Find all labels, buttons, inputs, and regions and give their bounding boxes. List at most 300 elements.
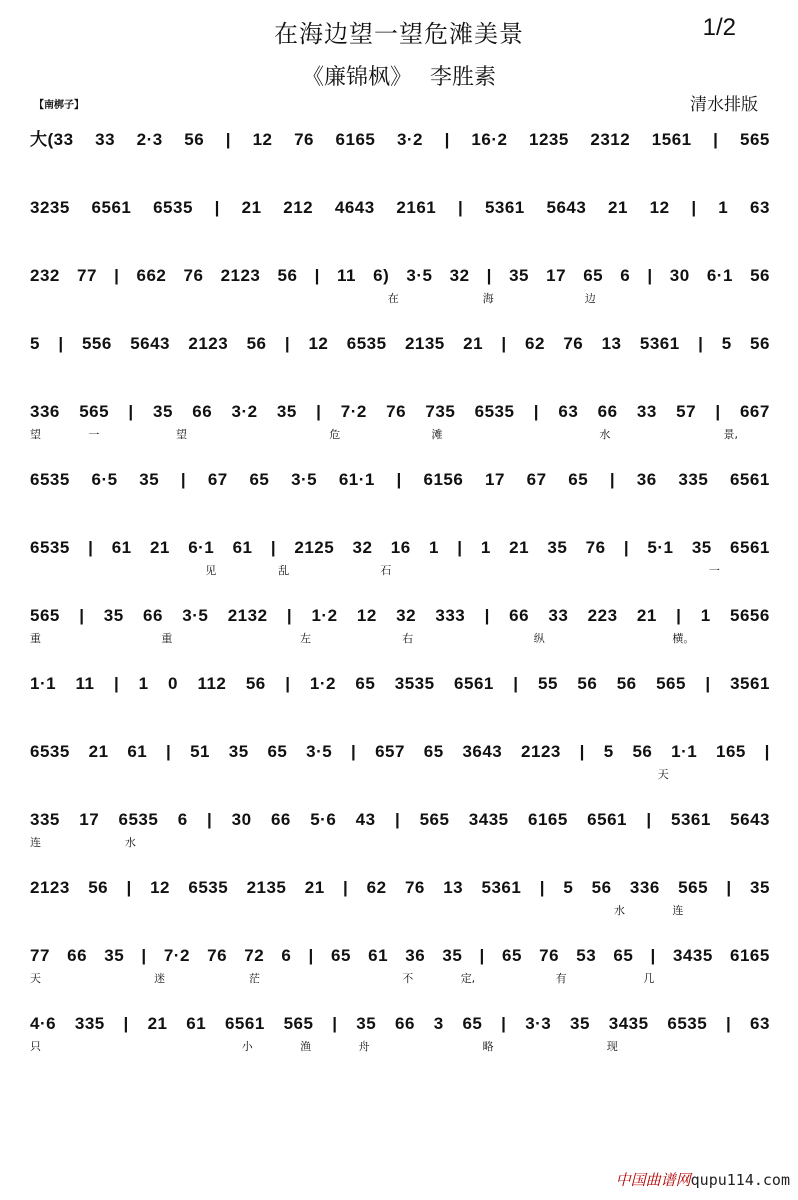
barline: | — [128, 402, 134, 421]
note-group: 21 — [149, 538, 170, 557]
note-group: 5643 — [130, 334, 171, 353]
note-group: 35 — [509, 266, 529, 285]
note-group: 6165 — [527, 810, 568, 829]
lyric-syllable: 一 — [708, 564, 720, 577]
note-group: 35 — [276, 402, 297, 421]
barline: | — [713, 130, 719, 149]
barline: | — [444, 130, 450, 149]
score-line — [30, 930, 770, 998]
note-group: 1235 — [529, 130, 569, 149]
note-group: 21 — [463, 334, 484, 353]
note-group: 5656 — [730, 606, 770, 625]
lyric-syllable: 望 — [176, 428, 187, 441]
note-group: 30 — [231, 810, 252, 829]
jianpu-score — [30, 114, 770, 1066]
score-line — [30, 998, 770, 1066]
barline: | — [539, 878, 545, 897]
note-group: 1 — [700, 606, 711, 625]
note-group: 66 — [394, 1014, 415, 1033]
note-group: 56 — [577, 674, 598, 693]
note-group: 56 — [184, 130, 205, 149]
note-group: 35 — [139, 470, 160, 489]
note-group: 65 — [355, 674, 376, 693]
lyric-syllable: 不 — [402, 972, 414, 985]
note-group: 7·2 — [163, 946, 190, 965]
note-group: 657 — [375, 742, 405, 761]
lyric-syllable: 水 — [599, 428, 611, 441]
barline: | — [764, 742, 770, 761]
note-group: 5 — [721, 334, 732, 353]
note-group: 33 — [548, 606, 569, 625]
note-group: 30 — [669, 266, 690, 285]
note-group: 5643 — [730, 810, 770, 829]
barline: | — [650, 946, 656, 965]
note-group: 56 — [616, 674, 637, 693]
note-group: 17 — [79, 810, 100, 829]
note-group: 1·1 — [671, 742, 698, 761]
note-group: 5361 — [639, 334, 680, 353]
note-group: 2123 — [188, 334, 229, 353]
note-group: 735 — [425, 402, 456, 421]
note-group: 56 — [591, 878, 612, 897]
note-group: 77 — [30, 946, 50, 965]
note-group: 53 — [576, 946, 597, 965]
watermark — [616, 1169, 790, 1190]
note-group: 12 — [308, 334, 329, 353]
artist-name: 李胜素 — [430, 65, 497, 90]
note-group: 2132 — [227, 606, 268, 625]
barline: | — [225, 130, 232, 149]
note-group: 56 — [750, 334, 770, 353]
note-group: 0 — [168, 674, 179, 693]
notation-row — [30, 260, 770, 286]
score-line — [30, 794, 770, 862]
note-group: 33 — [636, 402, 657, 421]
lyric-syllable: 石 — [380, 564, 392, 577]
notation-row — [30, 804, 770, 830]
barline: | — [286, 606, 293, 625]
note-group: 35 — [442, 946, 463, 965]
note-group: 1 — [138, 674, 149, 693]
note-group: 21 — [509, 538, 530, 557]
watermark-site: qupu114.com — [690, 1171, 790, 1189]
note-group: 33 — [95, 130, 116, 149]
score-line — [30, 318, 770, 386]
note-group: 55 — [538, 674, 558, 693]
barline: | — [123, 1014, 129, 1033]
lyrics-row — [30, 426, 770, 442]
score-line — [30, 590, 770, 658]
note-group: 3·5 — [406, 266, 433, 285]
barline: | — [207, 810, 213, 829]
note-group: 36 — [405, 946, 426, 965]
note-group: 16·2 — [471, 130, 508, 149]
barline: | — [715, 402, 721, 421]
note-group: 76 — [404, 878, 425, 897]
note-group: 112 — [197, 674, 227, 693]
note-group: 76 — [183, 266, 204, 285]
note-group: 65 — [267, 742, 288, 761]
note-group: 667 — [739, 402, 770, 421]
note-group: 6561 — [729, 470, 770, 489]
note-group: 77 — [77, 266, 97, 285]
barline: | — [457, 538, 463, 557]
barline: | — [166, 742, 172, 761]
barline: | — [705, 674, 711, 693]
note-group: 21 — [608, 198, 628, 217]
note-group: 556 — [81, 334, 112, 353]
note-group: 1 — [718, 198, 729, 217]
note-group: 3·2 — [396, 130, 424, 149]
lyrics-row — [30, 630, 770, 646]
note-group: 3·2 — [231, 402, 258, 421]
note-group: 1·2 — [309, 674, 336, 693]
lyrics-row — [30, 766, 770, 782]
lyrics-row — [30, 1038, 770, 1054]
note-group: 65 — [568, 470, 589, 489]
lyric-syllable: 只 — [30, 1040, 41, 1053]
note-group: 61·1 — [338, 470, 375, 489]
note-group: 6535 — [188, 878, 229, 897]
lyric-syllable: 重 — [161, 632, 173, 645]
note-group: 17 — [485, 470, 505, 489]
note-group: 32 — [449, 266, 470, 285]
note-group: 6·1 — [706, 266, 733, 285]
note-group: 5·6 — [310, 810, 337, 829]
barline: | — [533, 402, 540, 421]
note-group: 56 — [88, 878, 109, 897]
note-group: 1·1 — [30, 674, 57, 693]
page-title: 在海边望一望危滩美景 — [274, 20, 524, 48]
note-group: 6535 — [118, 810, 159, 829]
note-group: 6561 — [587, 810, 627, 829]
lyrics-row — [30, 902, 770, 918]
barline: | — [332, 1014, 338, 1033]
barline: | — [698, 334, 704, 353]
note-group: 2123 — [220, 266, 261, 285]
note-group: 65 — [423, 742, 444, 761]
barline: | — [691, 198, 697, 217]
barline: | — [113, 674, 120, 693]
arranger-credit: 清水排版 — [690, 95, 758, 115]
note-group: 3·5 — [291, 470, 318, 489]
note-group: 17 — [546, 266, 567, 285]
note-group: 13 — [443, 878, 464, 897]
note-group: 5361 — [481, 878, 522, 897]
note-group: 56 — [245, 674, 266, 693]
barline: | — [141, 946, 147, 965]
notation-row — [30, 940, 770, 966]
note-group: 1561 — [651, 130, 692, 149]
note-group: 61 — [111, 538, 132, 557]
lyrics-row — [30, 358, 770, 374]
barline: | — [79, 606, 85, 625]
note-group: 32 — [352, 538, 373, 557]
note-group: 4·6 — [30, 1014, 57, 1033]
note-group: 62 — [525, 334, 545, 353]
score-line — [30, 386, 770, 454]
lyric-syllable: 连 — [672, 904, 684, 917]
note-group: 1·2 — [311, 606, 338, 625]
note-group: 6·5 — [91, 470, 118, 489]
note-group: 565 — [30, 606, 60, 625]
lyric-syllable: 右 — [402, 632, 414, 645]
lyric-syllable: 茫 — [249, 972, 260, 985]
note-group: 76 — [386, 402, 407, 421]
lyrics-row — [30, 562, 770, 578]
note-group: 2135 — [404, 334, 445, 353]
note-group: 336 — [629, 878, 660, 897]
note-group: 76 — [294, 130, 314, 149]
lyric-syllable: 迷 — [154, 972, 166, 985]
barline: | — [646, 810, 652, 829]
note-group: 3235 — [30, 198, 70, 217]
notation-row — [30, 668, 770, 694]
lyric-syllable: 水 — [124, 836, 136, 849]
note-group: 223 — [587, 606, 618, 625]
note-group: 335 — [74, 1014, 105, 1033]
note-group: 21 — [88, 742, 109, 761]
lyric-syllable: 望 — [30, 428, 41, 441]
note-group: 165 — [716, 742, 746, 761]
note-group: 65 — [613, 946, 634, 965]
notation-row — [30, 192, 770, 218]
note-group: 2161 — [396, 198, 437, 217]
note-group: 12 — [356, 606, 377, 625]
barline: | — [88, 538, 94, 557]
barline: | — [726, 878, 732, 897]
note-group: 6·1 — [188, 538, 215, 557]
score-line — [30, 726, 770, 794]
notation-row — [30, 328, 770, 354]
note-group: 56 — [632, 742, 653, 761]
note-group: 65 — [501, 946, 522, 965]
note-group: 6535 — [30, 538, 70, 557]
lyric-syllable: 危 — [329, 428, 341, 441]
note-group: 6 — [620, 266, 631, 285]
barline: | — [351, 742, 357, 761]
note-group: 66 — [143, 606, 163, 625]
barline: | — [343, 878, 349, 897]
lyrics-row — [30, 834, 770, 850]
score-line — [30, 522, 770, 590]
note-group: 5643 — [546, 198, 587, 217]
lyric-syllable: 水 — [614, 904, 625, 917]
note-group: 3643 — [462, 742, 503, 761]
barline: | — [314, 266, 320, 285]
barline: | — [647, 266, 653, 285]
lyric-syllable: 乱 — [278, 564, 290, 577]
note-group: 35 — [691, 538, 712, 557]
note-group: 333 — [435, 606, 466, 625]
note-group: 6535 — [667, 1014, 708, 1033]
lyric-syllable: 天 — [657, 768, 669, 781]
barline: | — [623, 538, 630, 557]
note-group: 12 — [150, 878, 171, 897]
barline: | — [501, 334, 507, 353]
notation-row — [30, 600, 770, 626]
note-group: 61 — [368, 946, 389, 965]
note-group: 4643 — [334, 198, 375, 217]
barline: | — [457, 198, 464, 217]
note-group: 63 — [749, 198, 770, 217]
lyric-syllable: 几 — [643, 972, 655, 985]
note-group: 63 — [558, 402, 579, 421]
barline: | — [316, 402, 322, 421]
note-group: 72 — [244, 946, 265, 965]
note-group: 66 — [509, 606, 530, 625]
note-group: 3435 — [608, 1014, 649, 1033]
note-group: 565 — [740, 130, 770, 149]
note-group: 2·3 — [136, 130, 163, 149]
note-group: 35 — [104, 946, 125, 965]
note-group: 32 — [396, 606, 417, 625]
note-group: 67 — [526, 470, 547, 489]
barline: | — [308, 946, 314, 965]
note-group: 6165 — [729, 946, 770, 965]
note-group: 35 — [103, 606, 124, 625]
tune-tag: 【南梆子】 — [34, 100, 84, 111]
note-group: 2135 — [246, 878, 287, 897]
barline: | — [58, 334, 64, 353]
note-group: 57 — [676, 402, 697, 421]
note-group: 65 — [462, 1014, 483, 1033]
note-group: 6535 — [346, 334, 387, 353]
note-group: 6535 — [30, 470, 70, 489]
lyrics-row — [30, 222, 770, 238]
note-group: 21 — [636, 606, 657, 625]
score-line — [30, 182, 770, 250]
barline: | — [394, 810, 401, 829]
lyric-syllable: 横。 — [672, 632, 695, 645]
notation-row — [30, 532, 770, 558]
note-group: 65 — [331, 946, 351, 965]
note-group: 3 — [433, 1014, 444, 1033]
score-line — [30, 862, 770, 930]
note-group: 62 — [366, 878, 387, 897]
note-group: 3·3 — [525, 1014, 552, 1033]
note-group: 67 — [207, 470, 228, 489]
note-group: 6 — [281, 946, 292, 965]
note-group: 5 — [563, 878, 574, 897]
score-line — [30, 114, 770, 182]
lyrics-row — [30, 290, 770, 306]
note-group: 7·2 — [340, 402, 367, 421]
lyric-syllable: 小 — [241, 1040, 253, 1053]
note-group: 5 — [603, 742, 614, 761]
barline: | — [479, 946, 485, 965]
lyrics-row — [30, 494, 770, 510]
barline: | — [501, 1014, 507, 1033]
lyric-syllable: 有 — [555, 972, 567, 985]
lyrics-row — [30, 698, 770, 714]
play-name: 《廉锦枫》 — [301, 65, 412, 90]
note-group: 35 — [356, 1014, 377, 1033]
note-group: 大(33 — [30, 130, 74, 149]
note-group: 565 — [79, 402, 110, 421]
barline: | — [609, 470, 616, 489]
note-group: 61 — [127, 742, 148, 761]
barline: | — [676, 606, 682, 625]
barline: | — [285, 674, 291, 693]
note-group: 21 — [241, 198, 262, 217]
lyric-syllable: 左 — [300, 632, 312, 645]
lyric-syllable: 景, — [723, 428, 738, 441]
lyric-syllable: 舟 — [358, 1040, 370, 1053]
lyric-syllable: 渔 — [300, 1040, 312, 1053]
note-group: 1 — [480, 538, 491, 557]
note-group: 6535 — [30, 742, 70, 761]
subtitle — [0, 60, 798, 91]
note-group: 2123 — [521, 742, 561, 761]
note-group: 5361 — [670, 810, 711, 829]
note-group: 12 — [252, 130, 273, 149]
note-group: 56 — [277, 266, 298, 285]
notation-row — [30, 124, 770, 150]
note-group: 565 — [419, 810, 450, 829]
note-group: 232 — [30, 266, 60, 285]
note-group: 2312 — [590, 130, 631, 149]
note-group: 63 — [750, 1014, 770, 1033]
barline: | — [270, 538, 277, 557]
note-group: 21 — [147, 1014, 168, 1033]
note-group: 6561 — [224, 1014, 265, 1033]
lyric-syllable: 略 — [482, 1040, 494, 1053]
note-group: 56 — [246, 334, 267, 353]
note-group: 6561 — [91, 198, 132, 217]
note-group: 565 — [656, 674, 686, 693]
note-group: 35 — [153, 402, 173, 421]
note-group: 35 — [547, 538, 568, 557]
lyric-syllable: 定, — [460, 972, 476, 985]
note-group: 66 — [67, 946, 88, 965]
barline: | — [396, 470, 402, 489]
lyric-syllable: 重 — [30, 632, 41, 645]
note-group: 12 — [649, 198, 670, 217]
barline: | — [513, 674, 519, 693]
note-group: 3561 — [730, 674, 770, 693]
barline: | — [579, 742, 585, 761]
note-group: 66 — [192, 402, 213, 421]
note-group: 336 — [30, 402, 60, 421]
note-group: 76 — [539, 946, 560, 965]
barline: | — [214, 198, 220, 217]
note-group: 6 — [177, 810, 188, 829]
note-group: 3435 — [672, 946, 713, 965]
lyric-syllable: 纵 — [533, 632, 545, 645]
lyric-syllable: 一 — [88, 428, 100, 441]
page-number: 1/2 — [702, 14, 736, 41]
lyric-syllable: 滩 — [431, 428, 443, 441]
note-group: 335 — [678, 470, 709, 489]
note-group: 6535 — [153, 198, 193, 217]
score-line — [30, 250, 770, 318]
note-group: 5361 — [484, 198, 525, 217]
watermark-brand: 中国曲谱网 — [615, 1171, 691, 1189]
note-group: 65 — [583, 266, 604, 285]
note-group: 3435 — [468, 810, 509, 829]
barline: | — [725, 1014, 732, 1033]
lyric-syllable: 见 — [205, 564, 217, 577]
note-group: 565 — [678, 878, 709, 897]
note-group: 5·1 — [647, 538, 674, 557]
barline: | — [284, 334, 291, 353]
note-group: 3·5 — [182, 606, 209, 625]
note-group: 35 — [570, 1014, 590, 1033]
note-group: 2125 — [294, 538, 335, 557]
lyrics-row — [30, 970, 770, 986]
barline: | — [484, 606, 490, 625]
